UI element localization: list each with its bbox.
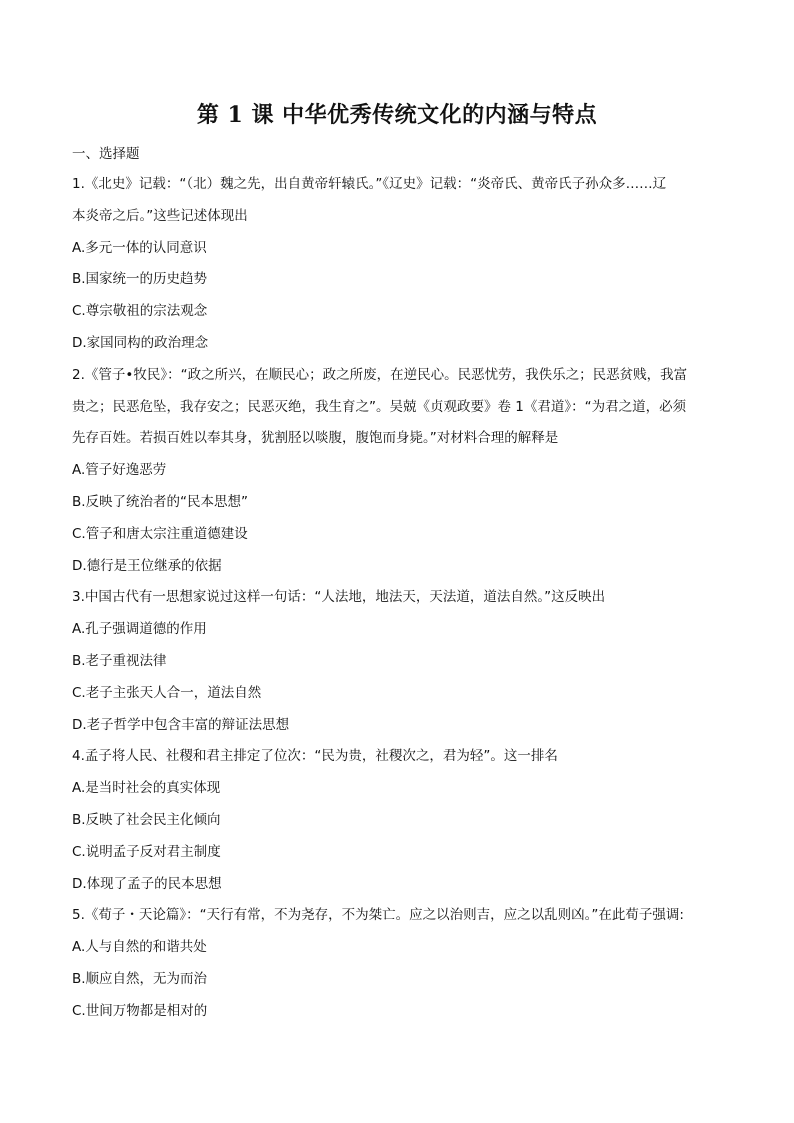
question-5 bbox=[72, 905, 724, 1020]
option-c[interactable]: C.世间万物都是相对的 bbox=[72, 1002, 208, 1019]
option-c[interactable]: C.老子主张天人合一，道法自然 bbox=[72, 684, 262, 701]
option-a[interactable]: A.多元一体的认同意识 bbox=[72, 239, 207, 256]
question-stem-line: 3.中国古代有一思想家说过这样一句话：“人法地，地法天，天法道，道法自然。”这反映出 bbox=[72, 589, 606, 606]
question-stem-line: 1.《北史》记载：“（北）魏之先，出自黄帝轩辕氏。”《辽史》记载：“炎帝氏、黄帝氏子孙众多……辽 bbox=[72, 176, 667, 192]
option-d[interactable]: D.德行是王位继承的依据 bbox=[72, 557, 222, 574]
option-b[interactable]: B.国家统一的历史趋势 bbox=[72, 271, 208, 288]
section-heading: 一、选择题 bbox=[72, 146, 140, 162]
option-b[interactable]: B.老子重视法律 bbox=[72, 652, 167, 669]
option-a[interactable]: A.人与自然的和谐共处 bbox=[72, 939, 207, 956]
option-c[interactable]: C.说明孟子反对君主制度 bbox=[72, 843, 221, 860]
option-d[interactable]: D.家国同构的政治理念 bbox=[72, 334, 209, 351]
question-stem-line: 本炎帝之后。”这些记述体现出 bbox=[72, 207, 248, 224]
option-c[interactable]: C.管子和唐太宗注重道德建设 bbox=[72, 525, 248, 542]
option-b[interactable]: B.反映了社会民主化倾向 bbox=[72, 811, 221, 828]
question-stem-line: 2.《管子•牧民》：“政之所兴，在顺民心；政之所废，在逆民心。民恶忧劳，我佚乐之；民恶贫贱，我富 bbox=[72, 366, 688, 383]
content-body bbox=[72, 144, 724, 1033]
question-stem-line: 4.孟子将人民、社稷和君主排定了位次：“民为贵，社稷次之，君为轻”。这一排名 bbox=[72, 748, 558, 765]
option-b[interactable]: B.反映了统治者的“民本思想” bbox=[72, 493, 249, 510]
option-c[interactable]: C.尊宗敬祖的宗法观念 bbox=[72, 303, 208, 320]
question-stem-line: 先存百姓。若损百姓以奉其身，犹割胫以啖腹，腹饱而身毙。”对材料合理的解释是 bbox=[72, 430, 559, 447]
option-b[interactable]: B.顺应自然，无为而治 bbox=[72, 970, 208, 987]
question-1 bbox=[72, 174, 724, 353]
question-3 bbox=[72, 587, 724, 734]
option-a[interactable]: A.是当时社会的真实体现 bbox=[72, 780, 221, 797]
question-stem-line: 5.《荀子・天论篇》：“天行有常，不为尧存，不为桀亡。应之以治则吉，应之以乱则凶。”在此荀子强调: bbox=[72, 907, 684, 924]
option-a[interactable]: A.孔子强调道德的作用 bbox=[72, 621, 207, 638]
lesson-title: 第 1 课 中华优秀传统文化的内涵与特点 bbox=[196, 102, 598, 128]
question-stem-line: 贵之；民恶危坠，我存安之；民恶灭绝，我生育之”。吴兢《贞观政要》卷 1《君道》：“为君之道，必须 bbox=[72, 398, 687, 415]
question-2 bbox=[72, 365, 724, 576]
option-d[interactable]: D.老子哲学中包含丰富的辩证法思想 bbox=[72, 716, 290, 733]
option-d[interactable]: D.体现了孟子的民本思想 bbox=[72, 875, 222, 892]
question-4 bbox=[72, 746, 724, 893]
option-a[interactable]: A.管子好逸恶劳 bbox=[72, 462, 167, 479]
